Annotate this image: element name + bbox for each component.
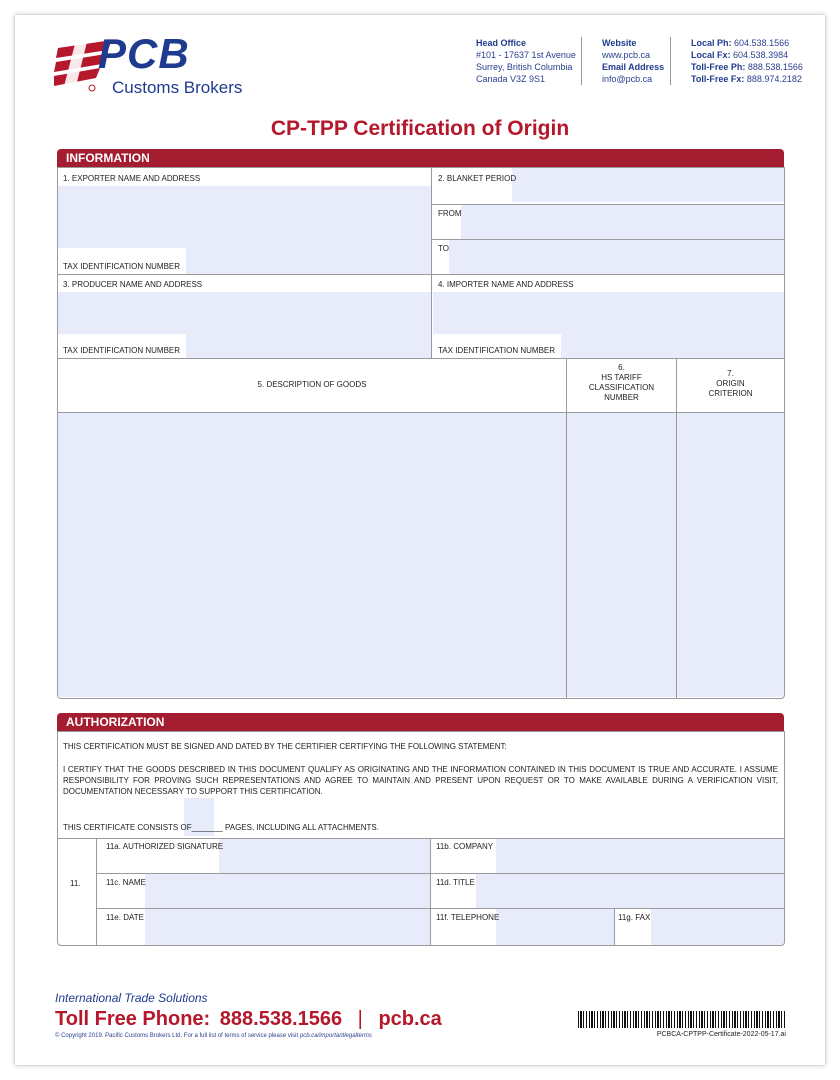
name-field[interactable]	[145, 874, 430, 908]
pages-statement	[63, 822, 379, 833]
footer-phone-line	[55, 1008, 442, 1031]
information-header: INFORMATION	[57, 149, 784, 167]
website-link[interactable]: www.pcb.ca	[602, 50, 651, 60]
email-link[interactable]: info@pcb.ca	[602, 74, 653, 84]
divider	[431, 168, 432, 358]
divider	[96, 839, 97, 945]
pages-after: PAGES, INCLUDING ALL ATTACHMENTS.	[222, 823, 379, 832]
fax-label: 11g. FAX	[618, 913, 651, 922]
producer-tax-id-label: TAX IDENTIFICATION NUMBER	[63, 346, 181, 355]
company-field[interactable]	[496, 839, 784, 873]
hs-line2: CLASSIFICATION	[588, 383, 655, 392]
head-office-label: Head Office	[476, 38, 527, 48]
origin-number: 7.	[727, 369, 734, 378]
telephone-label: 11f. TELEPHONE	[436, 913, 500, 922]
hs-line1: HS TARIFF	[601, 373, 642, 382]
header-divider	[581, 37, 582, 85]
exporter-tax-id-field[interactable]	[186, 248, 431, 274]
origin-line1: ORIGIN	[716, 379, 745, 388]
name-label: 11c. NAME	[106, 878, 146, 887]
description-field[interactable]	[58, 413, 566, 697]
signature-label: 11a. AUTHORIZED SIGNATURE	[106, 842, 224, 851]
fax-field[interactable]	[651, 909, 784, 945]
title-label: 11d. TITLE	[436, 878, 475, 887]
divider	[432, 204, 784, 205]
origin-criterion-header	[677, 369, 784, 399]
divider	[97, 908, 784, 909]
from-label: FROM	[438, 209, 462, 218]
header-divider	[670, 37, 671, 85]
telephone-field[interactable]	[496, 909, 614, 945]
document-code: PCBCA-CPTPP-Certificate-2022-05-17.ai	[656, 1031, 786, 1038]
exporter-label: 1. EXPORTER NAME AND ADDRESS	[63, 174, 201, 183]
statement-intro: THIS CERTIFICATION MUST BE SIGNED AND DATED BY THE CERTIFIER CERTIFYING THE FOLLOWING STATEMENT:	[63, 742, 507, 751]
email-label: Email Address	[602, 62, 665, 72]
tollfree-phone: 888.538.1566	[747, 62, 803, 72]
origin-criterion-field[interactable]	[677, 413, 784, 697]
head-office-block	[476, 37, 576, 85]
logo-wordmark: PCB	[98, 30, 190, 77]
origin-line2: CRITERION	[708, 389, 753, 398]
divider	[58, 274, 784, 275]
phones-block	[691, 37, 803, 85]
importer-tax-id-label: TAX IDENTIFICATION NUMBER	[438, 346, 556, 355]
exporter-tax-id-label: TAX IDENTIFICATION NUMBER	[63, 262, 181, 271]
producer-tax-id-field[interactable]	[186, 334, 431, 358]
copyright-text: © Copyright 2019. Pacific Customs Brokers Ltd. For a full list of terms of service please visit	[55, 1033, 299, 1039]
footer-copyright	[55, 1033, 372, 1039]
company-label: 11b. COMPANY	[436, 842, 494, 851]
footer-tagline: International Trade Solutions	[55, 991, 208, 1005]
divider	[614, 909, 615, 945]
page-title: CP-TPP Certification of Origin	[270, 117, 570, 140]
importer-tax-id-field[interactable]	[561, 334, 784, 358]
tollfree-phone-label: Toll-Free Ph:	[691, 62, 746, 72]
importer-field[interactable]	[433, 292, 784, 334]
to-label: TO	[438, 244, 449, 253]
barcode-icon	[578, 1011, 786, 1028]
hs-tariff-header	[567, 363, 676, 403]
signature-field[interactable]	[219, 839, 430, 873]
tollfree-fax: 888.974.2182	[746, 74, 802, 84]
importer-label: 4. IMPORTER NAME AND ADDRESS	[438, 280, 574, 289]
pages-before: THIS CERTIFICATE CONSISTS OF	[63, 823, 192, 832]
local-phone-label: Local Ph:	[691, 38, 732, 48]
hs-number: 6.	[618, 363, 625, 372]
date-field[interactable]	[145, 909, 430, 945]
description-header: 5. DESCRIPTION OF GOODS	[257, 380, 367, 389]
tollfree-fax-label: Toll-Free Fx:	[691, 74, 745, 84]
website-label: Website	[602, 38, 637, 48]
blanket-to-field[interactable]	[449, 240, 784, 274]
certify-statement: I CERTIFY THAT THE GOODS DESCRIBED IN THIS DOCUMENT QUALIFY AS ORIGINATING AND THE INFORMATION CONTAINED IN THIS DOCUMENT IS TRUE AND ACCURATE. I ASSUME RESPONSIBILITY FOR PROVING SUCH REPRESENTATIONS AND AGREE TO MAINTAIN AND PRESENT UPON REQUEST OR TO MAKE AVAILABLE DURING A VERIFICATION VISIT, DOCUMENTATION NECESSARY TO SUPPORT THIS CERTIFICATION.	[63, 765, 778, 796]
exporter-field[interactable]	[58, 186, 431, 248]
date-label: 11e. DATE	[106, 913, 144, 922]
divider	[97, 873, 784, 874]
website-block	[602, 37, 664, 85]
blanket-from-field[interactable]	[461, 205, 784, 239]
producer-field[interactable]	[58, 292, 431, 334]
hs-line3: NUMBER	[604, 393, 639, 402]
footer-site-link[interactable]: pcb.ca	[378, 1008, 442, 1030]
blanket-period-field[interactable]	[512, 168, 784, 202]
head-office-line2: Surrey, British Columbia	[476, 62, 573, 72]
title-field[interactable]	[476, 874, 784, 908]
authorization-header: AUTHORIZATION	[57, 713, 784, 731]
divider	[432, 239, 784, 240]
footer-phone-number: 888.538.1566	[219, 1008, 343, 1030]
local-fax: 604.538.3984	[733, 50, 789, 60]
blanket-period-label: 2. BLANKET PERIOD	[438, 174, 517, 183]
terms-link[interactable]: pcb.ca/importantlegalterms	[299, 1033, 372, 1039]
head-office-line1: #101 - 17637 1st Avenue	[476, 50, 576, 60]
footer-phone-label: Toll Free Phone:	[55, 1008, 211, 1030]
logo-subtitle: Customs Brokers	[112, 78, 243, 97]
head-office-line3: Canada V3Z 9S1	[476, 74, 546, 84]
footer-separator: |	[357, 1008, 363, 1030]
row-11-number: 11.	[70, 879, 81, 888]
local-phone: 604.538.1566	[734, 38, 790, 48]
hs-tariff-field[interactable]	[567, 413, 676, 697]
divider	[430, 839, 431, 945]
producer-label: 3. PRODUCER NAME AND ADDRESS	[63, 280, 203, 289]
local-fax-label: Local Fx:	[691, 50, 731, 60]
pages-blank: _______	[191, 823, 223, 832]
